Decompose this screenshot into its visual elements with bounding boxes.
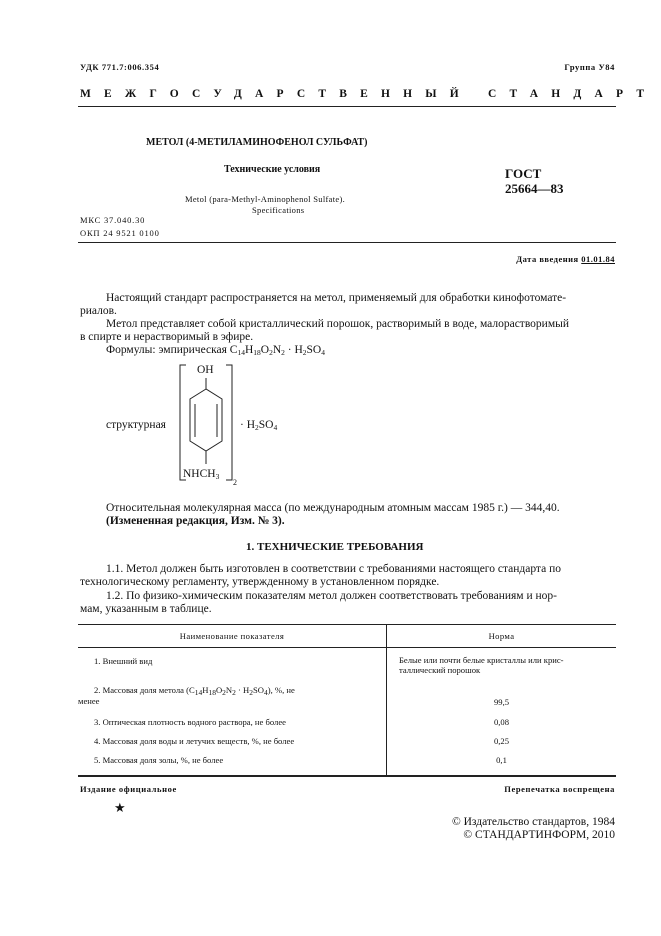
official-edition: Издание официальное: [80, 784, 177, 794]
row-5-name: 5. Массовая доля золы, %, не более: [78, 751, 387, 776]
paragraph-description: Метол представляет собой кристаллический порошок, растворимый в воде, малорастворимый в спирте и нерастворимый в эфире.: [80, 318, 569, 343]
right-bracket: [226, 365, 232, 480]
reprint-notice: Перепечатка воспрещена: [504, 784, 615, 794]
table-row: [78, 680, 616, 713]
empirical-formula: Формулы: эмпирическая $C_{14}H_{18}O_2N_2 \cdot H_2SO_4$: [106, 344, 325, 357]
sulfate-group: · $H_2SO_4$: [240, 419, 278, 432]
row-2-name: 2. Массовая доля метола $(C_{14}H_{18}O_2N_2 \cdot H_2SO_4)$, %, не менее: [78, 680, 387, 713]
table-row: [78, 648, 616, 681]
gost-label: ГОСТ: [505, 166, 542, 181]
table-header-row: [78, 625, 616, 648]
requirements-table: [78, 624, 616, 776]
table-row: [78, 751, 616, 776]
footer-divider: [78, 776, 616, 777]
hydroxyl-group: OH: [197, 364, 214, 376]
gost-number: 25664—83: [505, 181, 564, 196]
standard-banner: МЕЖГОСУДАРСТВЕННЫЙ СТАНДАРТ: [80, 88, 658, 100]
row-3-norm: 0,08: [493, 717, 510, 727]
paragraph-scope: Настоящий стандарт распространяется на метол, применяемый для обработки кинофотомате- риалов.: [80, 292, 567, 317]
row-2-norm: 99,5: [493, 697, 510, 707]
group-code: Группа У84: [564, 62, 615, 72]
english-title-line1: Metol (para-Methyl-Aminophenol Sulfate).: [185, 194, 346, 204]
table-row: [78, 732, 616, 751]
mks-code: МКС 37.040.30: [80, 215, 146, 225]
introduction-date: [516, 254, 615, 264]
methylamino-group: $NHCH_3$: [183, 468, 220, 481]
document-title: МЕТОЛ (4-МЕТИЛАМИНОФЕНОЛ СУЛЬФАТ): [146, 137, 368, 148]
table-row: [78, 713, 616, 732]
copyright-line-1: © Издательство стандартов, 1984: [451, 816, 615, 828]
paragraph-1-2: 1.2. По физико-химическим показателям метол должен соответствовать требованиям и нор- мам, указанным в таблице.: [80, 590, 557, 615]
column-header-norm: Норма: [387, 625, 617, 648]
header-divider: [78, 106, 616, 107]
formula-text: $C_{14}H_{18}O_2N_2 \cdot H_2SO_4$: [229, 344, 325, 357]
molecular-mass: Относительная молекулярная масса (по международным атомным массам 1985 г.) — 344,40.: [106, 502, 560, 514]
english-title-line2: Specifications: [252, 205, 305, 215]
row-5-norm: 0,1: [387, 751, 617, 776]
row-1-name: 1. Внешний вид: [78, 648, 387, 681]
star-icon: ★: [114, 800, 126, 815]
bracket-subscript: 2: [233, 478, 237, 487]
left-bracket: [180, 365, 186, 480]
udk-code: УДК 771.7:006.354: [80, 62, 160, 72]
title-divider: [78, 242, 616, 243]
paragraph-1-1: 1.1. Метол должен быть изготовлен в соответствии с требованиями настоящего стандарта по технологическому регламенту, утвержденному в установленном порядке.: [80, 563, 561, 588]
row-4-norm: 0,25: [493, 736, 510, 746]
section-heading: 1. ТЕХНИЧЕСКИЕ ТРЕБОВАНИЯ: [246, 541, 424, 553]
column-header-name: Наименование показателя: [78, 625, 387, 648]
introduction-date-value: 01.01.84: [581, 254, 615, 264]
document-subtitle: Технические условия: [224, 164, 321, 175]
row-1-norm: Белые или почти белые кристаллы или крис- таллический порошок: [399, 655, 564, 675]
structural-label: структурная: [106, 419, 166, 431]
okp-code: ОКП 24 9521 0100: [80, 228, 160, 238]
row-4-name: 4. Массовая доля воды и летучих веществ, %, не более: [78, 732, 387, 751]
introduction-date-label: Дата введения: [516, 254, 579, 264]
revision-note: (Измененная редакция, Изм. № 3).: [106, 515, 285, 527]
copyright-line-2: © СТАНДАРТИНФОРМ, 2010: [463, 829, 615, 841]
row-3-name: 3. Оптическая плотность водного раствора, не более: [78, 713, 387, 732]
